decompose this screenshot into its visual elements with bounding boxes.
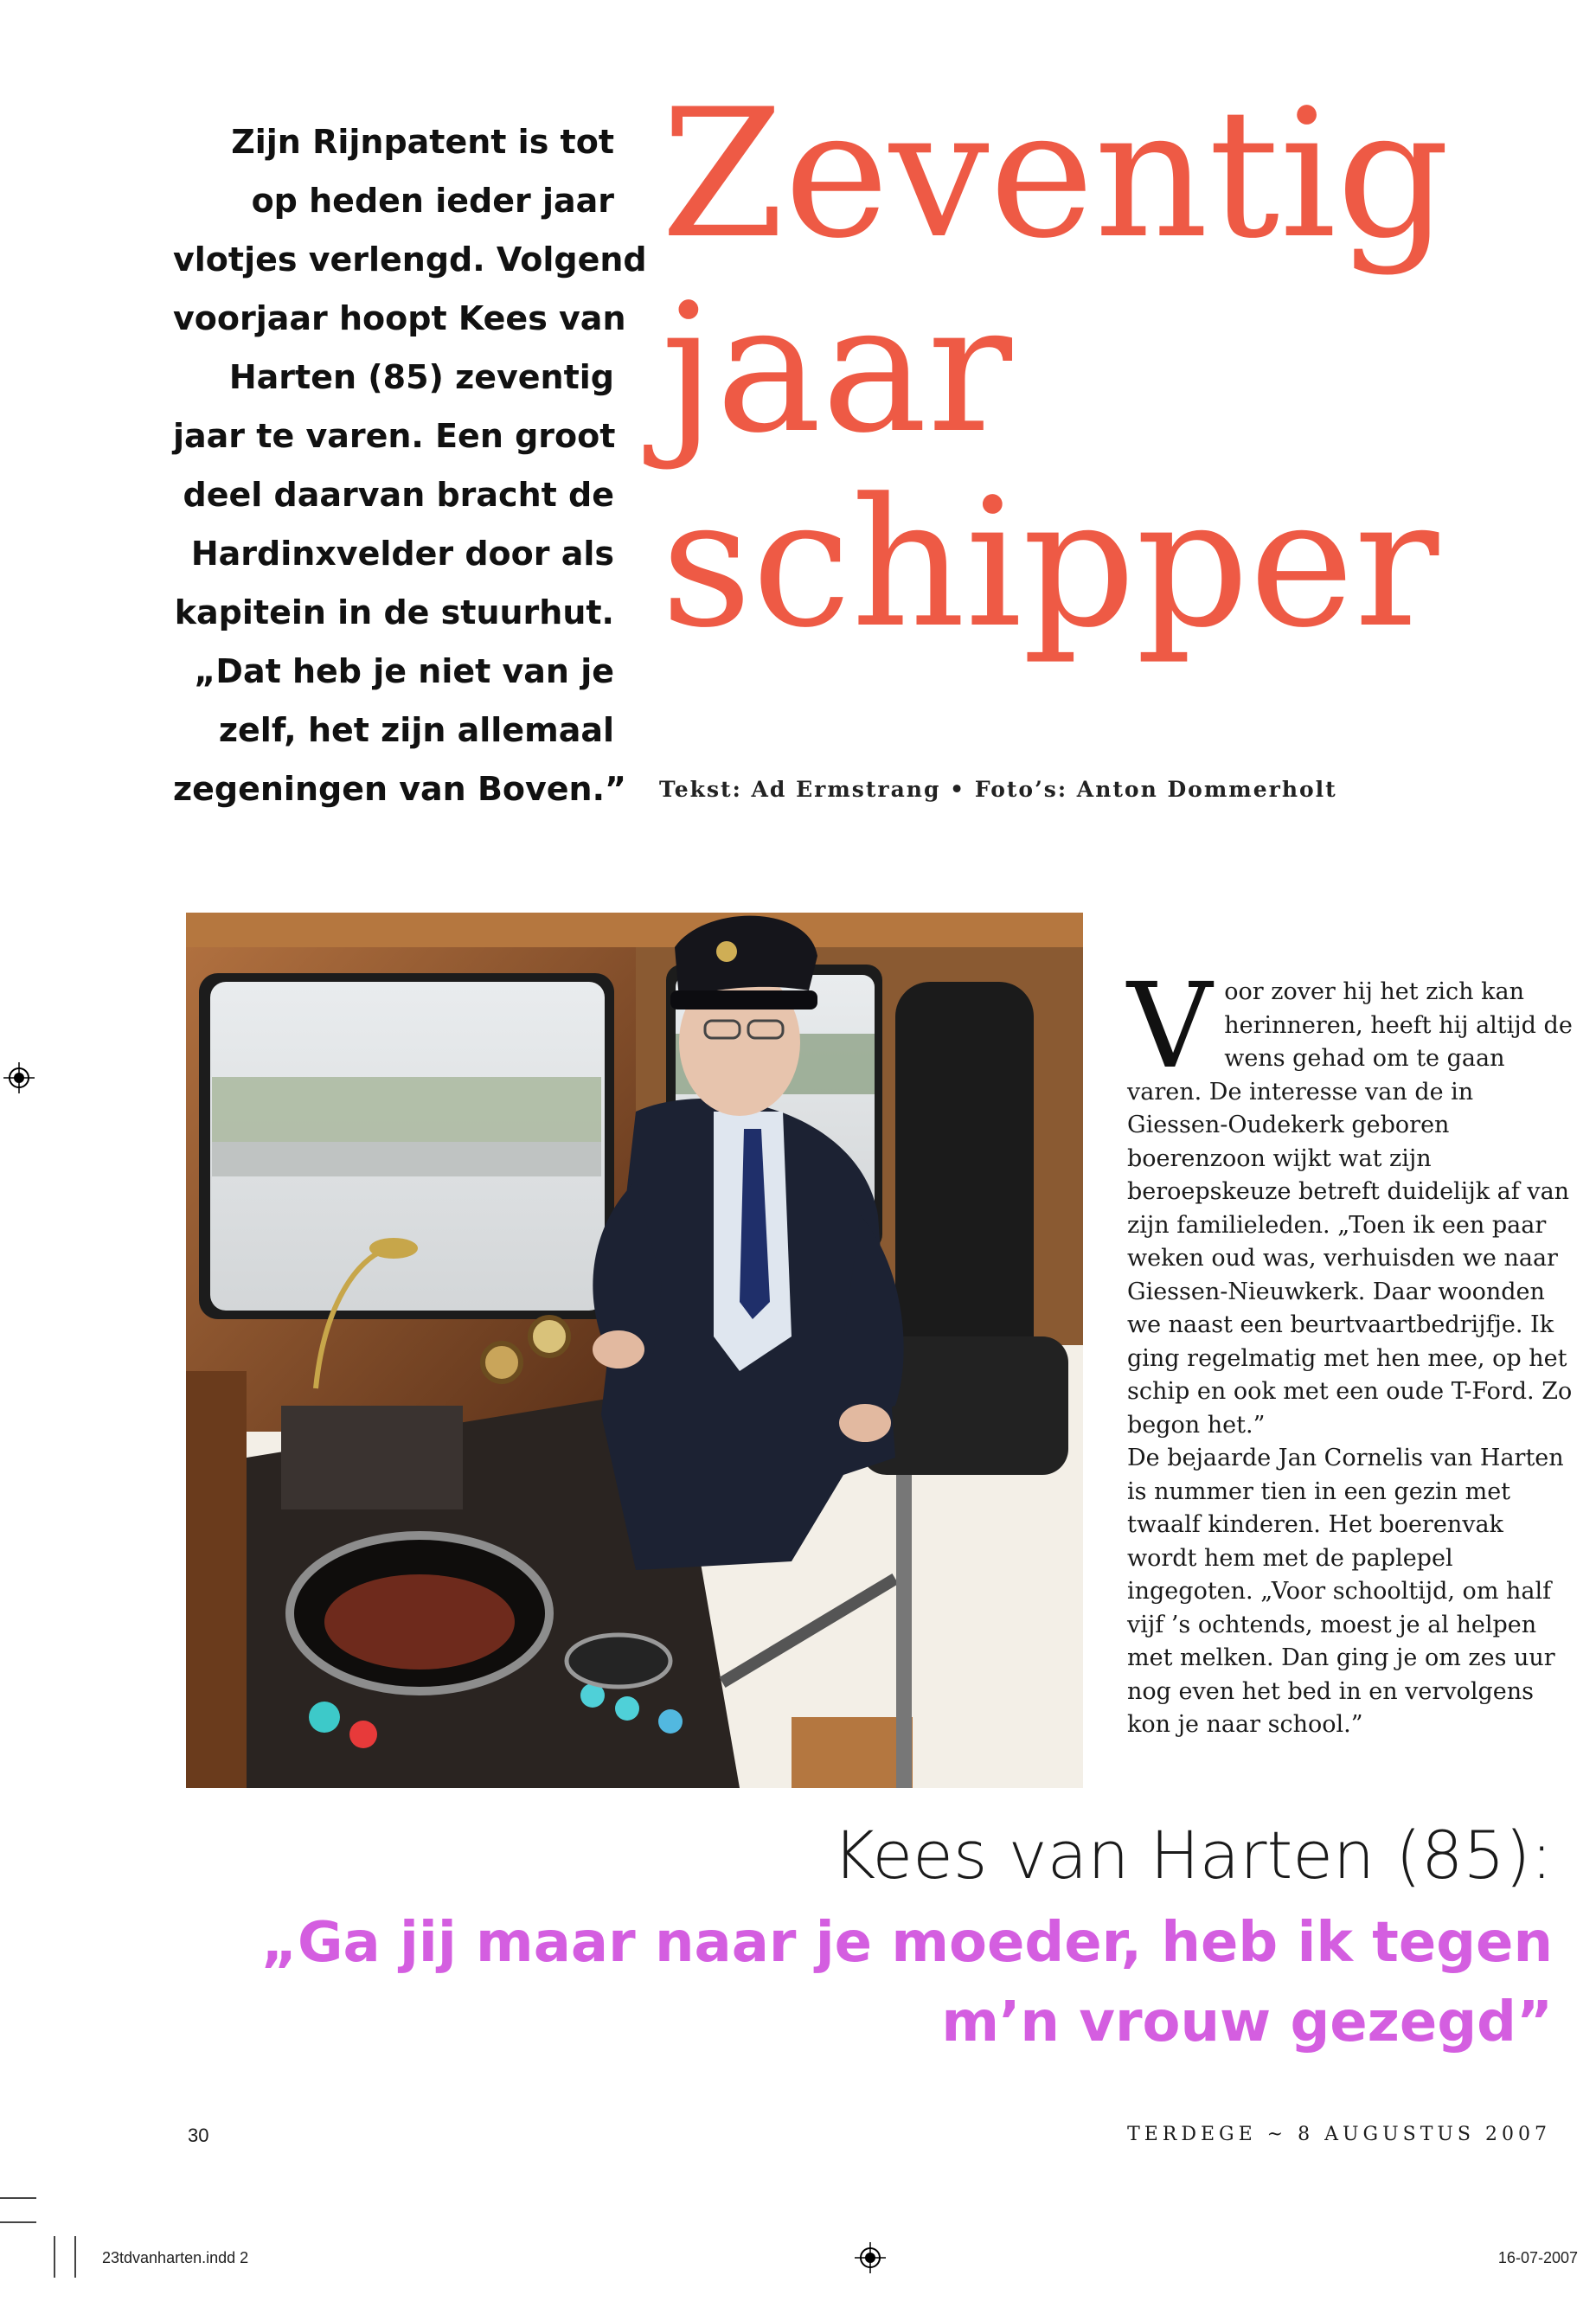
intro-line: vlotjes verlengd. Volgend [173, 240, 647, 279]
pull-quote [255, 1903, 1553, 2062]
intro-line: deel daarvan bracht de [183, 476, 614, 514]
paragraph-2: De bejaarde Jan Cornelis van Harten is nummer tien in een gezin met twaalf kinderen. Het boerenvak wordt hem met de paplepel ingegoten. „Voor schooltijd, om half vijf ’s ochtends, moest je al helpen met melken. Dan ging je om zes uur nog even het bed in en vervolgens kon je naar school.” [1127, 1445, 1564, 1738]
title-line: jaar [661, 266, 1012, 472]
article-body [1127, 958, 1577, 1742]
intro-line: zegeningen van Boven.” [173, 770, 627, 808]
slug-date: 16-07-2007 [1497, 2249, 1578, 2266]
page-number: 30 [188, 2125, 209, 2146]
captain-in-wheelhouse-photo [186, 852, 1083, 1788]
intro-line: „Dat heb je niet van je [194, 652, 614, 690]
intro-lead [173, 112, 647, 818]
subject-heading: Kees van Harten (85): [832, 1817, 1553, 1894]
drop-cap: V [1127, 958, 1213, 1095]
intro-line: kapitein in de stuurhut. [174, 593, 614, 631]
intro-line: Harten (85) zeventig [228, 358, 614, 396]
crop-mark [54, 2236, 55, 2278]
registration-mark-icon [3, 1062, 35, 1093]
intro-line: zelf, het zijn allemaal [218, 711, 614, 749]
paragraph-text: oor zover hij het zich kan herinneren, heeft hij altijd de wens gehad om te gaan varen. De interesse van de in Giessen-Oudekerk geboren boerenzoon wijkt wat zijn beroepskeuze betreft duidelijk af van zijn familieleden. „Toen ik een paar weken oud was, verhuisden we naar Giessen-Nieuwkerk. Daar woonden we naast een beurtvaartbedrijfje. Ik ging regelmatig met hen mee, op het schip en ook met een oude T-Ford. Zo begon het.” [1127, 978, 1573, 1439]
byline-credits: Tekst: Ad Ermstrang • Foto’s: Anton Dommerholt [659, 777, 1337, 802]
intro-line: Zijn Rijnpatent is tot [231, 123, 614, 161]
photo-illustration [186, 852, 1083, 1788]
title-line: Zeventig [661, 72, 1451, 278]
crop-mark [0, 2221, 36, 2223]
paragraph-1 [1127, 958, 1577, 1442]
intro-line: op heden ieder jaar [251, 182, 614, 220]
title-line: schipper [661, 461, 1439, 667]
intro-line: voorjaar hoopt Kees van [173, 299, 626, 337]
crop-mark [74, 2236, 76, 2278]
intro-line: jaar te varen. Een groot [173, 417, 616, 455]
slug-filename: 23tdvanharten.indd 2 [102, 2249, 249, 2266]
crop-mark [0, 2197, 36, 2199]
quote-line: „Ga jij maar naar je moeder, heb ik tegen [260, 1911, 1553, 1975]
intro-line: Hardinxvelder door als [190, 535, 614, 573]
article-title [661, 72, 1451, 667]
quote-line: m’n vrouw gezegd” [941, 1990, 1553, 2054]
masthead-date: TERDEGE ~ 8 AUGUSTUS 2007 [1127, 2124, 1551, 2145]
registration-mark-icon [855, 2242, 886, 2273]
